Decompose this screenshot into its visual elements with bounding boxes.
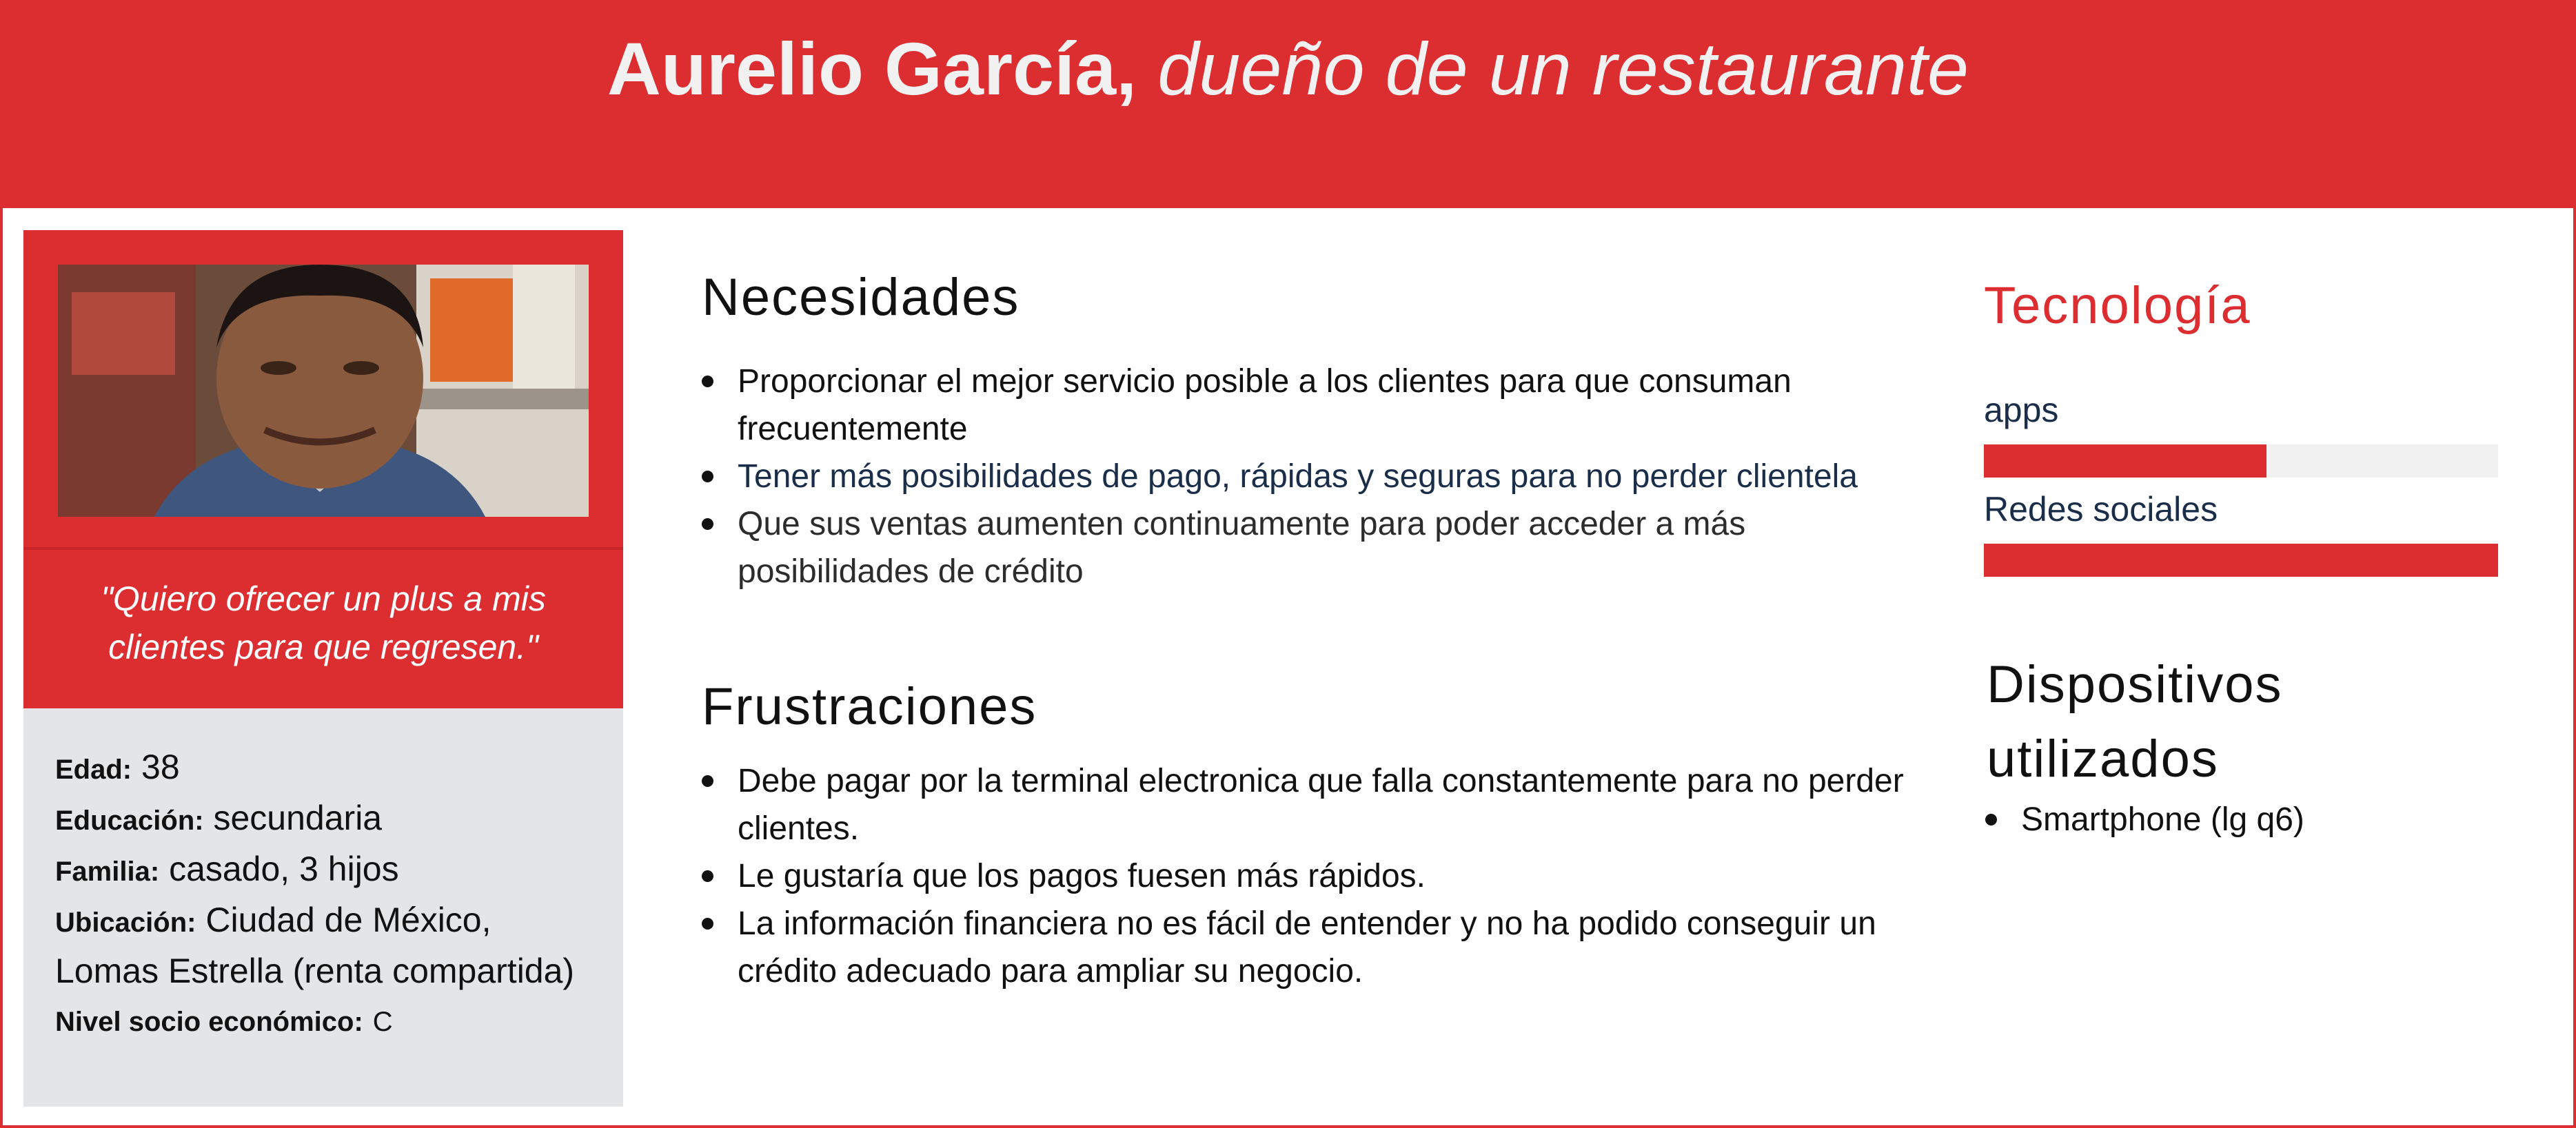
technology-title: Tecnología xyxy=(1984,276,2251,335)
education-label: Educación: xyxy=(55,806,204,836)
location-label: Ubicación: xyxy=(55,907,196,938)
persona-name: Aurelio García, xyxy=(607,27,1137,110)
persona-role: dueño de un restaurante xyxy=(1157,27,1969,110)
persona-quote: "Quiero ofrecer un plus a mis clientes para que regresen." xyxy=(101,580,546,666)
frustrations-list xyxy=(702,757,1915,995)
education-value: secundaria xyxy=(213,799,383,837)
tech-bar-fill xyxy=(1984,544,2498,577)
location-row xyxy=(55,896,591,995)
frustrations-title: Frustraciones xyxy=(702,677,1037,736)
age-label: Edad: xyxy=(55,755,132,785)
frustrations-item: Le gustaría que los pagos fuesen más rápidos. xyxy=(702,852,1915,900)
family-value: casado, 3 hijos xyxy=(169,850,399,888)
tech-bar-apps xyxy=(1984,444,2498,478)
age-value: 38 xyxy=(141,748,180,786)
needs-list xyxy=(702,358,1915,595)
profile-details xyxy=(23,708,623,1107)
needs-title: Necesidades xyxy=(702,268,1020,327)
socioeconomic-value: C xyxy=(372,1007,393,1037)
needs-item: Que sus ventas aumenten continuamente para poder acceder a más posibilidades de crédito xyxy=(702,500,1915,595)
frustrations-item: La información financiera no es fácil de entender y no ha podido conseguir un crédito adecuado para ampliar su negocio. xyxy=(702,900,1915,995)
devices-item: Smartphone (lg q6) xyxy=(1985,796,2537,843)
age-row xyxy=(55,743,591,794)
location-value: Ciudad de México, Lomas Estrella (renta compartida) xyxy=(55,901,575,990)
card-divider xyxy=(23,547,623,550)
tech-bar-fill xyxy=(1984,444,2266,478)
socioeconomic-row xyxy=(55,995,591,1046)
socioeconomic-label: Nivel socio económico: xyxy=(55,1007,363,1037)
profile-card xyxy=(23,230,623,708)
frustrations-item: Debe pagar por la terminal electronica que falla constantemente para no perder clientes. xyxy=(702,757,1915,852)
needs-item: Tener más posibilidades de pago, rápidas y seguras para no perder clientela xyxy=(702,453,1915,500)
portrait-image xyxy=(58,265,589,517)
family-label: Familia: xyxy=(55,857,160,887)
persona-photo xyxy=(58,265,589,517)
family-row xyxy=(55,845,591,896)
header-banner xyxy=(0,0,2576,208)
devices-title: Dispositivos utilizados xyxy=(1987,655,2283,788)
tech-bar-social xyxy=(1984,544,2498,577)
devices-list xyxy=(1985,796,2537,843)
education-row xyxy=(55,794,591,845)
needs-item: Proporcionar el mejor servicio posible a los clientes para que consuman frecuentemente xyxy=(702,358,1915,453)
tech-label-social: Redes sociales xyxy=(1984,490,2218,529)
page-title xyxy=(0,21,2576,117)
tech-label-apps: apps xyxy=(1984,391,2059,429)
